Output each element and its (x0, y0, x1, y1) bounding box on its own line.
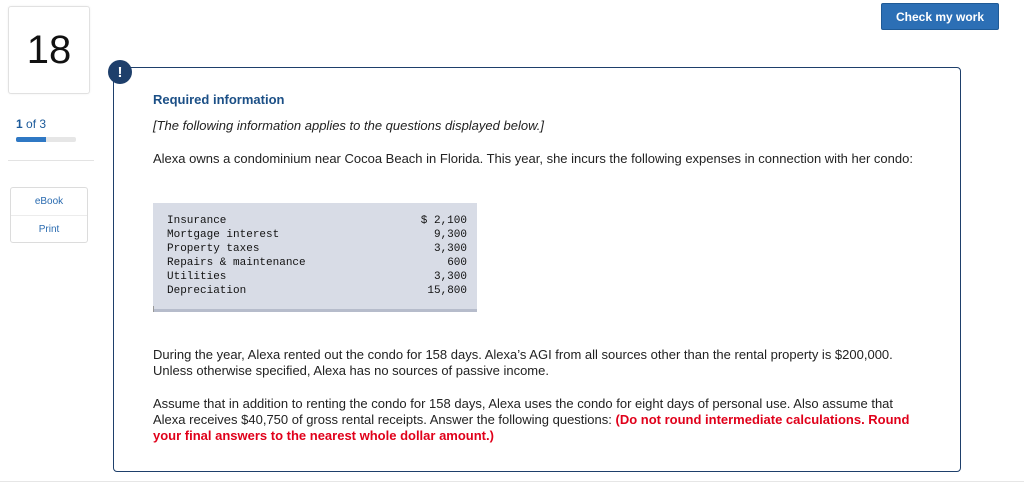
resource-links (10, 187, 88, 243)
expense-amount: 3,300 (433, 271, 467, 283)
expense-amount: $ 2,100 (420, 215, 467, 227)
ebook-link[interactable]: eBook (34, 196, 64, 207)
applies-note: [The following information applies to the questions displayed below.] (153, 118, 544, 133)
expense-label: Insurance (167, 215, 227, 227)
expense-row (167, 256, 467, 270)
expense-label: Property taxes (167, 243, 260, 255)
required-information-title: Required information (153, 92, 285, 107)
rounding-instruction: (Do not round intermediate calculations. Round your final answers to the nearest whole dollar amount.) (153, 412, 910, 443)
rental-paragraph: During the year, Alexa rented out the condo for 158 days. Alexa’s AGI from all sources other than the rental property is $200,000. Unless otherwise specified, Alexa has no sources of passive income. (153, 347, 893, 378)
expense-row (167, 242, 467, 256)
expense-label: Mortgage interest (167, 229, 280, 241)
expense-label: Depreciation (167, 285, 247, 297)
part-indicator (16, 117, 46, 131)
page-bottom-rule (0, 481, 1024, 482)
part-of: of 3 (26, 117, 47, 131)
assumption-paragraph (153, 396, 923, 444)
part-progress-bar (16, 137, 76, 142)
expense-label: Repairs & maintenance (167, 257, 306, 269)
expense-amount: 600 (447, 257, 467, 269)
part-progress-fill (16, 137, 46, 142)
required-information-panel (113, 67, 961, 472)
intro-paragraph: Alexa owns a condominium near Cocoa Beach in Florida. This year, she incurs the following expenses in connection with her condo: (153, 151, 913, 166)
alert-icon: ! (108, 60, 132, 84)
table-edge-mark (153, 306, 154, 312)
question-number-text: 18 (26, 27, 72, 72)
expense-amount: 9,300 (433, 229, 467, 241)
part-current: 1 (16, 117, 23, 131)
expense-amount: 3,300 (433, 243, 467, 255)
assumption-text: Assume that in addition to renting the condo for 158 days, Alexa uses the condo for eight days of personal use. Also assume that Alexa receives $40,750 of gross rental receipts. Answer the following questions: (153, 396, 894, 427)
expense-row (167, 284, 467, 298)
check-my-work-button[interactable]: Check my work (881, 3, 999, 30)
expense-row (167, 214, 467, 228)
expense-amount: 15,800 (427, 285, 467, 297)
expense-row (167, 228, 467, 242)
expense-row (167, 270, 467, 284)
expense-table (153, 203, 477, 312)
sidebar-divider (8, 160, 94, 161)
print-link[interactable]: Print (11, 215, 87, 243)
expense-label: Utilities (167, 271, 227, 283)
question-number (8, 6, 90, 94)
